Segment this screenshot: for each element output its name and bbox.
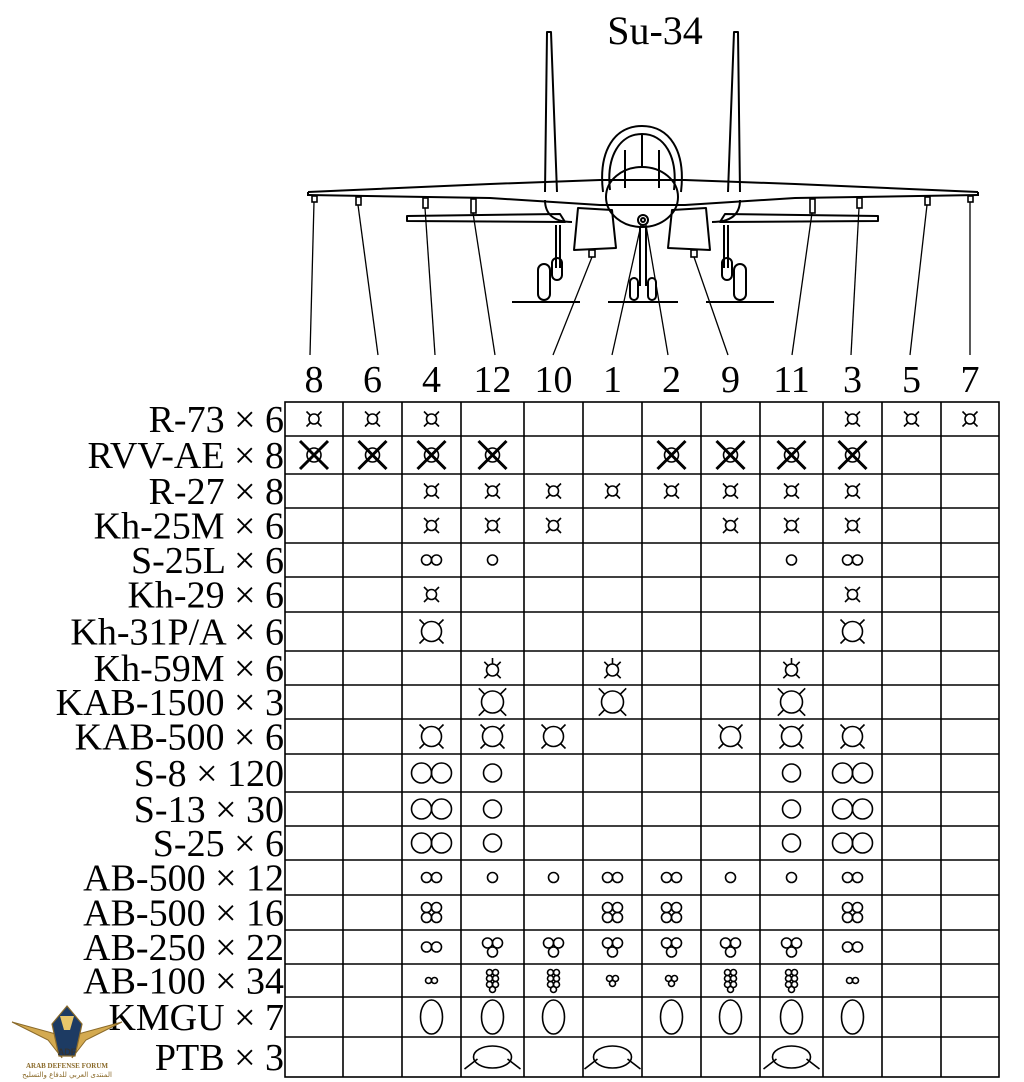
store-symbol	[841, 725, 865, 749]
diagram-title: Su-34	[607, 8, 703, 53]
store-symbol	[787, 873, 797, 883]
store-symbol	[843, 555, 863, 565]
store-symbol	[833, 833, 873, 853]
store-symbol	[786, 970, 798, 993]
station-label: 11	[773, 359, 810, 401]
store-symbol	[488, 555, 498, 565]
store-symbol	[717, 441, 745, 469]
weapon-label: S-25 × 6	[152, 823, 284, 865]
store-symbol	[784, 484, 799, 499]
store-symbol	[485, 484, 500, 499]
store-symbol	[904, 412, 919, 427]
station-label: 4	[422, 359, 441, 401]
station-label: 3	[843, 359, 862, 401]
store-symbol	[780, 725, 804, 749]
store-symbol	[412, 799, 452, 819]
weapons-table	[285, 402, 999, 1077]
store-symbol	[764, 1046, 820, 1069]
weapon-label: PTB × 3	[154, 1037, 284, 1079]
weapon-labels	[56, 399, 284, 1079]
store-symbol	[484, 658, 500, 678]
store-symbol	[783, 658, 799, 678]
store-symbol	[784, 518, 799, 533]
store-symbol	[542, 725, 566, 749]
weapon-label: AB-250 × 22	[83, 927, 284, 969]
store-symbol	[723, 484, 738, 499]
store-symbol	[963, 412, 978, 427]
store-symbol	[544, 938, 564, 957]
store-symbol	[424, 484, 439, 499]
store-symbol	[843, 903, 863, 923]
watermark-abbr: ADF	[57, 1047, 77, 1057]
weapon-label: Kh-25M × 6	[93, 505, 284, 548]
station-label: 10	[534, 359, 573, 401]
store-symbol	[842, 1000, 864, 1034]
store-symbol	[479, 441, 507, 469]
store-symbol	[664, 484, 679, 499]
weapon-label: S-8 × 120	[133, 753, 284, 795]
store-symbol	[481, 725, 505, 749]
store-symbol	[482, 1000, 504, 1034]
weapon-label: R-27 × 8	[148, 471, 284, 513]
store-symbol	[723, 518, 738, 533]
store-symbol	[487, 970, 499, 993]
store-symbol	[485, 518, 500, 533]
store-symbol	[484, 834, 502, 852]
store-symbol	[843, 942, 863, 952]
station-label: 1	[603, 359, 622, 401]
weapon-label: Kh-31P/A × 6	[70, 611, 284, 654]
store-symbol	[781, 1000, 803, 1034]
store-symbol	[843, 873, 863, 883]
store-symbol	[307, 412, 322, 427]
store-symbol	[845, 518, 860, 533]
store-symbol	[422, 903, 442, 923]
store-symbol	[661, 1000, 683, 1034]
store-symbol	[548, 970, 560, 993]
weapon-label: RVV-AE × 8	[87, 435, 284, 477]
store-symbol	[833, 799, 873, 819]
store-symbol	[845, 412, 860, 427]
store-symbol	[720, 1000, 742, 1034]
store-symbol	[783, 764, 801, 782]
store-symbol	[365, 412, 380, 427]
store-symbol	[420, 620, 444, 644]
store-symbol	[607, 976, 619, 987]
store-symbol	[666, 976, 678, 987]
store-symbol	[418, 441, 446, 469]
station-label: 5	[902, 359, 921, 401]
weapon-label: AB-100 × 34	[83, 960, 284, 1003]
store-symbol	[778, 441, 806, 469]
store-symbol	[847, 978, 859, 984]
weapon-label: AB-500 × 12	[83, 857, 284, 900]
weapon-label: S-13 × 30	[133, 789, 284, 831]
store-symbol	[424, 587, 439, 602]
weapon-label: Kh-29 × 6	[127, 574, 284, 617]
store-symbol	[719, 725, 743, 749]
store-symbol	[426, 978, 438, 984]
store-symbol	[421, 1000, 443, 1034]
store-symbol	[603, 873, 623, 883]
store-symbol	[845, 587, 860, 602]
store-symbol	[424, 518, 439, 533]
store-symbol	[658, 441, 686, 469]
store-symbol	[604, 658, 620, 678]
store-symbol	[479, 688, 506, 715]
weapon-label: KAB-500 × 6	[74, 716, 284, 759]
weapon-label: AB-500 × 16	[83, 892, 284, 935]
store-symbol	[424, 412, 439, 427]
store-symbol	[599, 688, 626, 715]
store-symbol	[839, 441, 867, 469]
store-symbol	[422, 555, 442, 565]
store-symbol	[359, 441, 387, 469]
weapon-label: KAB-1500 × 3	[55, 682, 284, 724]
store-symbol	[783, 834, 801, 852]
store-symbol	[549, 873, 559, 883]
store-symbol	[483, 938, 503, 957]
store-symbol	[605, 484, 620, 499]
store-symbol	[422, 873, 442, 883]
watermark-line-ar: المنتدى العربي للدفاع والتسليح	[22, 1071, 112, 1079]
weapon-label: R-73 × 6	[148, 399, 284, 441]
store-symbol	[845, 484, 860, 499]
store-symbol	[546, 484, 561, 499]
store-symbol	[833, 763, 873, 783]
store-symbol	[543, 1000, 565, 1034]
station-label: 2	[662, 359, 681, 401]
store-symbol	[420, 725, 444, 749]
aircraft-front-view	[308, 32, 978, 302]
store-symbol	[721, 938, 741, 957]
store-symbol	[783, 800, 801, 818]
store-symbol	[484, 764, 502, 782]
store-symbol	[422, 942, 442, 952]
store-symbol	[412, 763, 452, 783]
store-symbol	[725, 970, 737, 993]
watermark-line-en: ARAB DEFENSE FORUM	[25, 1062, 109, 1070]
weapon-label: KMGU × 7	[108, 997, 284, 1039]
store-symbol	[546, 518, 561, 533]
store-symbol	[841, 620, 865, 644]
store-symbol	[603, 903, 623, 923]
station-label: 12	[473, 359, 512, 401]
station-label: 8	[304, 359, 324, 401]
store-symbol	[662, 903, 682, 923]
store-symbol	[484, 800, 502, 818]
watermark-logo	[4, 1000, 130, 1080]
store-symbol	[787, 555, 797, 565]
store-symbol	[585, 1046, 641, 1069]
station-labels	[305, 359, 980, 401]
store-symbol	[465, 1046, 521, 1069]
store-symbol	[726, 873, 736, 883]
store-symbol	[603, 938, 623, 957]
weapon-label: S-25L × 6	[130, 540, 284, 582]
store-symbol	[778, 688, 805, 715]
store-symbol	[300, 441, 328, 469]
store-symbol	[662, 873, 682, 883]
store-symbol	[412, 833, 452, 853]
store-symbol	[488, 873, 498, 883]
station-label: 7	[960, 359, 980, 401]
store-symbol	[662, 938, 682, 957]
store-symbol	[782, 938, 802, 957]
station-label: 9	[721, 359, 740, 401]
weapon-label: Kh-59M × 6	[93, 648, 284, 690]
station-label: 6	[363, 359, 382, 401]
